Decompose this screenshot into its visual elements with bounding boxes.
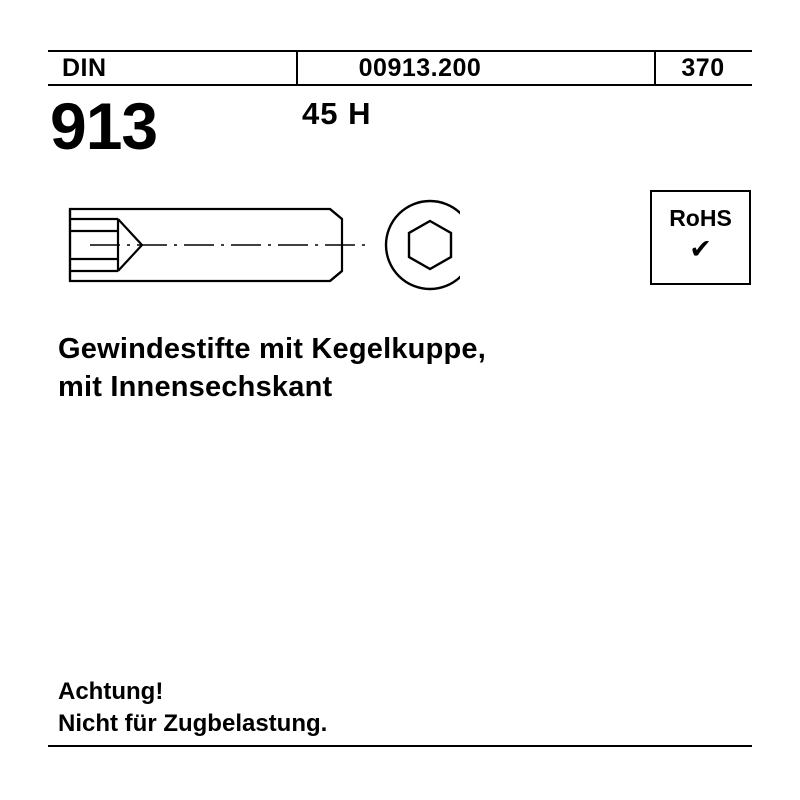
article-code: 00913.200 (358, 54, 482, 82)
warning-text: Nicht für Zugbelastung. (58, 710, 328, 738)
rohs-label: RoHS (669, 205, 732, 231)
page-number: 370 (681, 54, 725, 82)
product-title-line-2: mit Innensechskant (58, 371, 333, 404)
header-bar (48, 50, 752, 86)
standard-label: DIN (62, 54, 107, 82)
din-number: 913 (50, 89, 158, 163)
product-title (58, 330, 718, 407)
check-icon: ✔ (689, 234, 712, 264)
strength-grade: 45 H (302, 96, 372, 131)
footer-rule (48, 745, 752, 747)
rohs-badge (650, 190, 751, 285)
warning-heading: Achtung! (58, 678, 164, 705)
warning-note (58, 676, 718, 741)
product-title-line-1: Gewindestifte mit Kegelkuppe, (58, 333, 486, 365)
product-drawing (40, 195, 460, 295)
